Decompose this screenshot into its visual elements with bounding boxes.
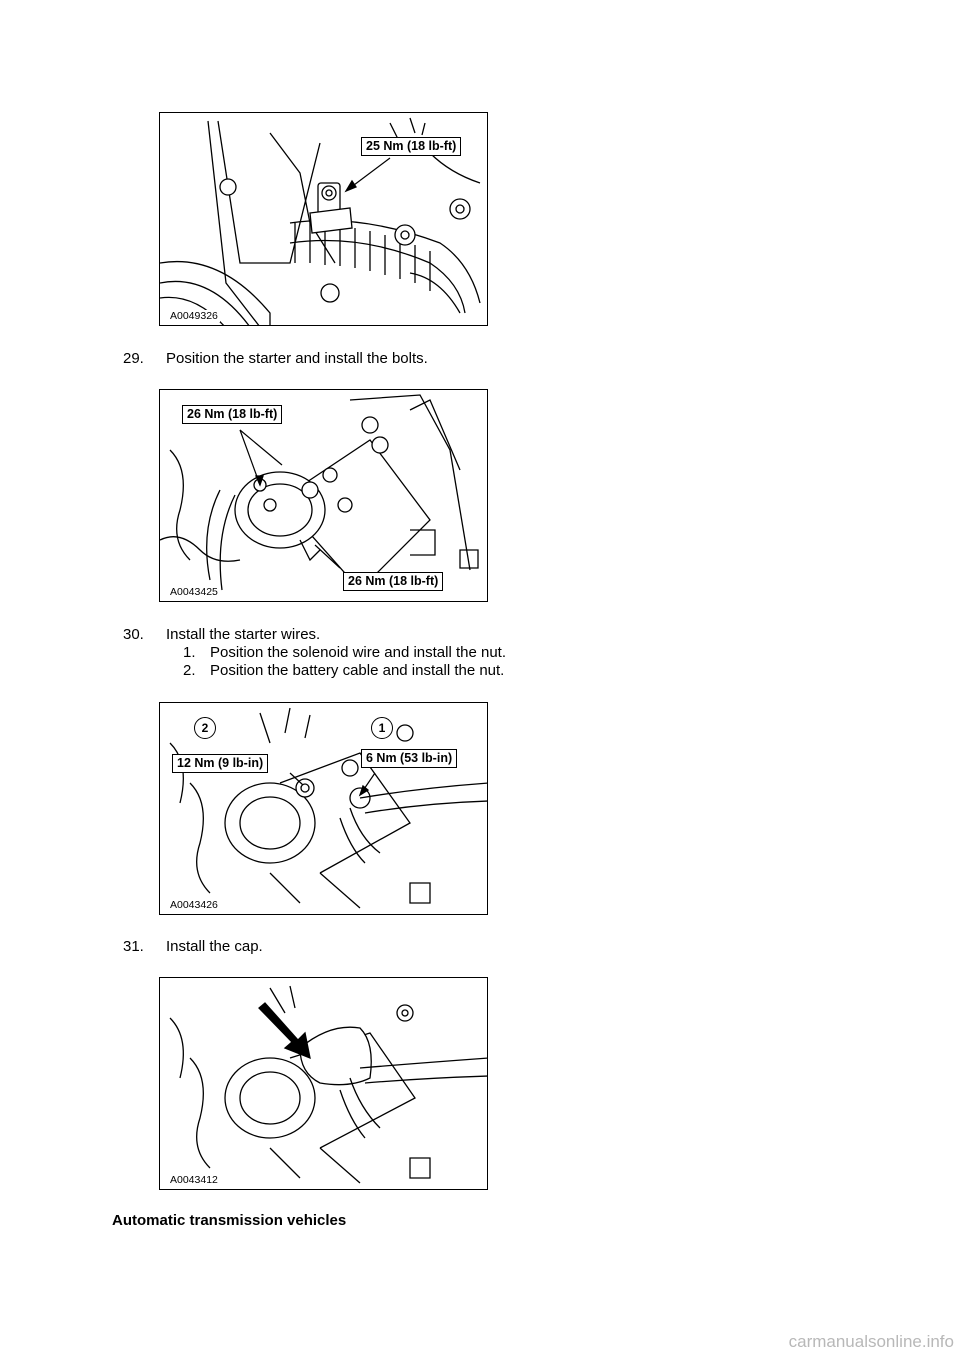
torque-callout: 25 Nm (18 lb-ft) (361, 137, 461, 156)
marker-2: 2 (194, 717, 216, 739)
substep-number: 2. (183, 662, 196, 679)
torque-callout-upper: 26 Nm (18 lb-ft) (182, 405, 282, 424)
section-heading: Automatic transmission vehicles (112, 1212, 347, 1229)
figure-id: A0043426 (170, 899, 218, 911)
substep-number: 1. (183, 644, 196, 661)
step-number: 29. (123, 350, 144, 367)
step-text: Install the starter wires. (166, 626, 321, 643)
step-number: 31. (123, 938, 144, 955)
figure-id: A0049326 (170, 310, 218, 322)
cap-illustration (160, 978, 488, 1190)
figure-id: A0043425 (170, 586, 218, 598)
torque-callout-left: 12 Nm (9 lb-in) (172, 754, 268, 773)
figure-cap (159, 977, 488, 1190)
substep-text: Position the solenoid wire and install the nut. (210, 644, 507, 661)
step-number: 30. (123, 626, 144, 643)
substep-text: Position the battery cable and install the nut. (210, 662, 505, 679)
figure-id: A0043412 (170, 1174, 218, 1186)
figure-starter-wires (159, 702, 488, 915)
step-text: Position the starter and install the bolts. (166, 350, 428, 367)
figure-starter-bolts (159, 389, 488, 602)
torque-callout-lower: 26 Nm (18 lb-ft) (343, 572, 443, 591)
torque-callout-right: 6 Nm (53 lb-in) (361, 749, 457, 768)
watermark: carmanualsonline.info (788, 1332, 954, 1351)
step-text: Install the cap. (166, 938, 263, 955)
marker-1: 1 (371, 717, 393, 739)
figure-bolt-bracket (159, 112, 488, 326)
